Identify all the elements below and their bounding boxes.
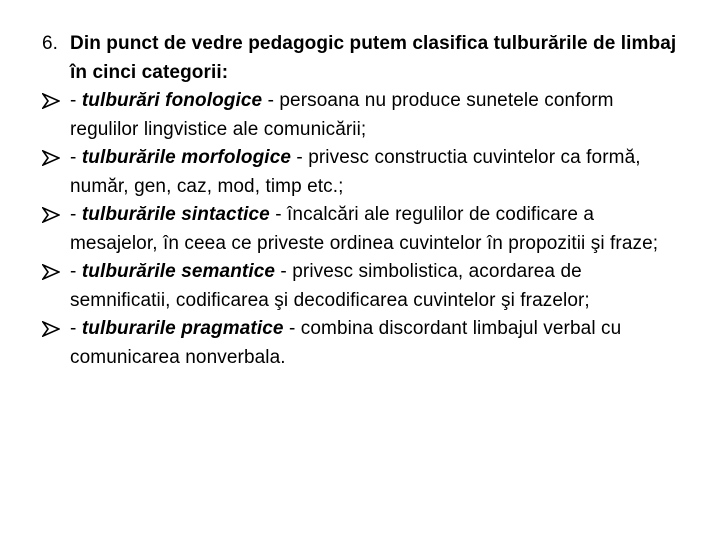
list-item: [42, 315, 682, 372]
list-item: [42, 144, 682, 201]
list-item: [42, 201, 682, 258]
item-description: - încalcări ale regulilor de codificare a mesajelor, în ceea ce priveste ordinea cuvintelor în propozitii şi fraze;: [70, 204, 659, 254]
arrowhead-bullet-icon: [42, 150, 60, 166]
arrowhead-bullet-icon: [42, 264, 60, 280]
item-dash: -: [70, 90, 82, 111]
item-dash: -: [70, 318, 82, 339]
arrowhead-bullet-icon: [42, 321, 60, 337]
item-term: tulburările semantice: [81, 261, 276, 282]
category-list: [42, 87, 682, 372]
slide-content: [42, 30, 682, 372]
item-term: tulburarile pragmatice: [81, 318, 284, 339]
item-dash: -: [70, 261, 82, 282]
item-dash: -: [70, 147, 82, 168]
item-term: tulburări fonologice: [81, 90, 263, 111]
item-dash: -: [70, 204, 82, 225]
list-item: [42, 87, 682, 144]
heading-text: Din punct de vedre pedagogic putem clasifica tulburările de limbaj în cinci categorii:: [70, 33, 677, 83]
item-term: tulburările morfologice: [81, 147, 292, 168]
item-term: tulburările sintactice: [81, 204, 270, 225]
item-description: - persoana nu produce sunetele conform regulilor lingvistice ale comunicării;: [70, 90, 614, 140]
list-heading: [42, 30, 682, 87]
arrowhead-bullet-icon: [42, 93, 60, 109]
arrowhead-bullet-icon: [42, 207, 60, 223]
item-description: - privesc constructia cuvintelor ca formă, număr, gen, caz, mod, timp etc.;: [70, 147, 641, 197]
item-description: - combina discordant limbajul verbal cu comunicarea nonverbala.: [70, 318, 622, 368]
heading-number: 6.: [42, 33, 59, 54]
item-description: - privesc simbolistica, acordarea de semnificatii, codificarea şi decodificarea cuvintelor şi frazelor;: [70, 261, 590, 311]
list-item: [42, 258, 682, 315]
